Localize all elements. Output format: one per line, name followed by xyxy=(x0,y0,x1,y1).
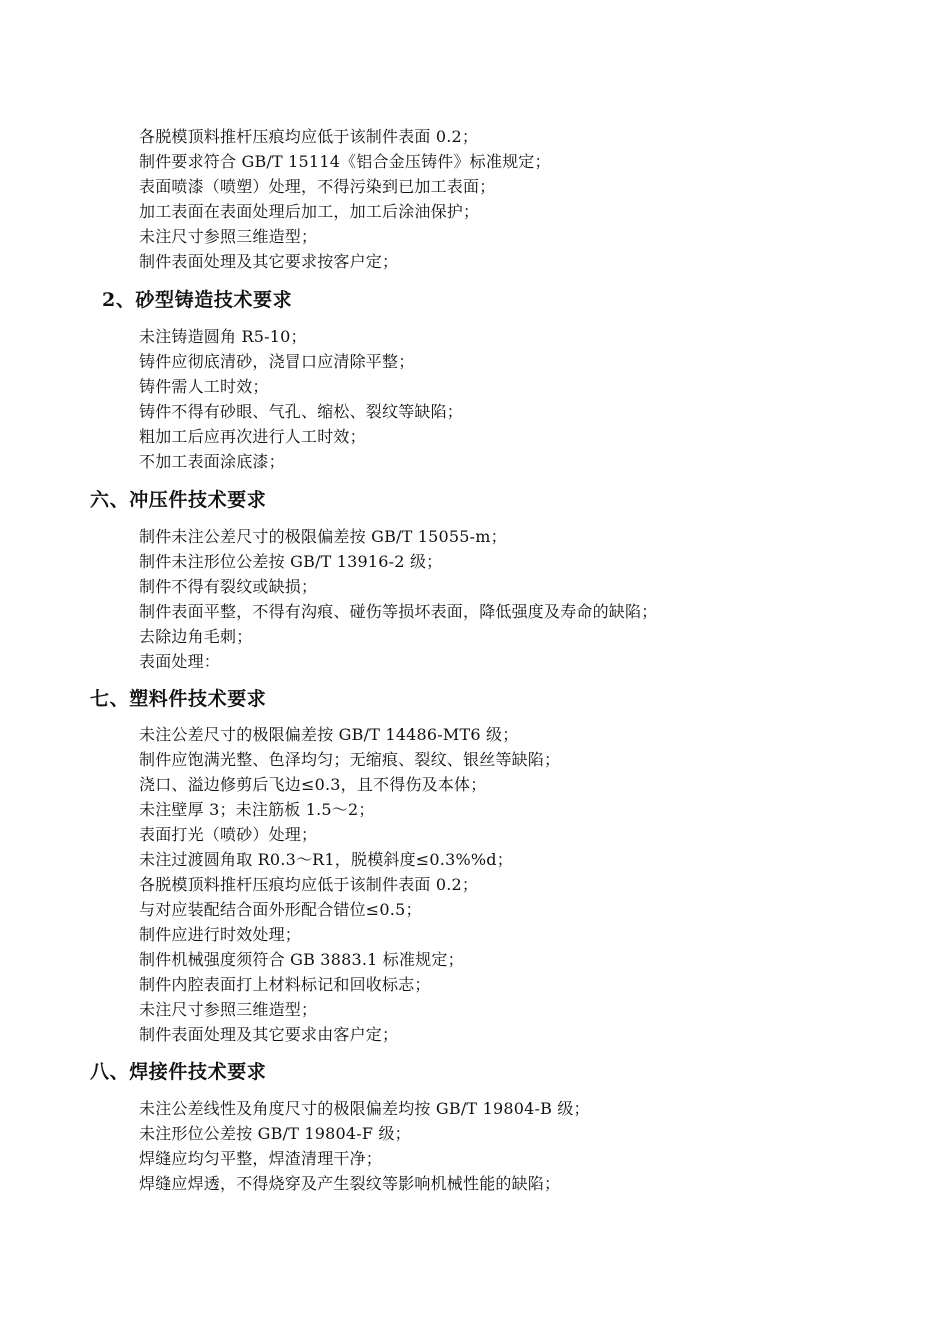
list-item: 铸件不得有砂眼、气孔、缩松、裂纹等缺陷； xyxy=(139,402,464,421)
list-item: 表面打光（喷砂）处理； xyxy=(139,825,318,844)
list-item: 制件应进行时效处理； xyxy=(139,925,302,944)
list-item: 未注壁厚 3；未注筋板 1.5～2； xyxy=(139,800,375,819)
list-item: 浇口、溢边修剪后飞边≤0.3，且不得伤及本体； xyxy=(139,775,487,794)
list-item: 各脱模顶料推杆压痕均应低于该制件表面 0.2； xyxy=(139,127,479,146)
list-item: 各脱模顶料推杆压痕均应低于该制件表面 0.2； xyxy=(139,875,479,894)
list-item: 表面喷漆（喷塑）处理，不得污染到已加工表面； xyxy=(139,177,496,196)
section-heading: 2、砂型铸造技术要求 xyxy=(102,289,293,311)
section-heading: 六、冲压件技术要求 xyxy=(90,489,267,511)
list-item: 制件未注形位公差按 GB/T 13916-2 级； xyxy=(139,552,443,571)
list-item: 未注公差尺寸的极限偏差按 GB/T 14486-MT6 级； xyxy=(139,725,519,744)
list-item: 制件未注公差尺寸的极限偏差按 GB/T 15055-m； xyxy=(139,527,507,546)
list-item: 未注过渡圆角取 R0.3～R1，脱模斜度≤0.3%%d； xyxy=(139,850,513,869)
list-item: 制件表面处理及其它要求按客户定； xyxy=(139,252,399,271)
list-item: 不加工表面涂底漆； xyxy=(139,452,285,471)
list-item: 未注形位公差按 GB/T 19804-F 级； xyxy=(139,1124,411,1143)
list-item: 粗加工后应再次进行人工时效； xyxy=(139,427,366,446)
list-item: 未注尺寸参照三维造型； xyxy=(139,227,318,246)
list-item: 制件要求符合 GB/T 15114《铝合金压铸件》标准规定； xyxy=(139,152,551,171)
section-heading: 七、塑料件技术要求 xyxy=(90,688,267,710)
list-item: 制件不得有裂纹或缺损； xyxy=(139,577,318,596)
list-item: 焊缝应均匀平整，焊渣清理干净； xyxy=(139,1149,383,1168)
list-item: 表面处理： xyxy=(139,652,221,671)
list-item: 加工表面在表面处理后加工，加工后涂油保护； xyxy=(139,202,480,221)
list-item: 铸件应彻底清砂，浇冒口应清除平整； xyxy=(139,352,415,371)
section-heading: 八、焊接件技术要求 xyxy=(90,1061,267,1083)
list-item: 未注尺寸参照三维造型； xyxy=(139,1000,318,1019)
list-item: 未注公差线性及角度尺寸的极限偏差均按 GB/T 19804-B 级； xyxy=(139,1099,590,1118)
list-item: 制件内腔表面打上材料标记和回收标志； xyxy=(139,975,431,994)
list-item: 焊缝应焊透，不得烧穿及产生裂纹等影响机械性能的缺陷； xyxy=(139,1174,561,1193)
list-item: 制件应饱满光整、色泽均匀；无缩痕、裂纹、银丝等缺陷； xyxy=(139,750,561,769)
list-item: 制件表面平整，不得有沟痕、碰伤等损坏表面，降低强度及寿命的缺陷； xyxy=(139,602,658,621)
list-item: 制件表面处理及其它要求由客户定； xyxy=(139,1025,399,1044)
list-item: 铸件需人工时效； xyxy=(139,377,269,396)
list-item: 制件机械强度须符合 GB 3883.1 标准规定； xyxy=(139,950,464,969)
list-item: 未注铸造圆角 R5-10； xyxy=(139,327,307,346)
list-item: 与对应装配结合面外形配合错位≤0.5； xyxy=(139,900,422,919)
list-item: 去除边角毛刺； xyxy=(139,627,253,646)
